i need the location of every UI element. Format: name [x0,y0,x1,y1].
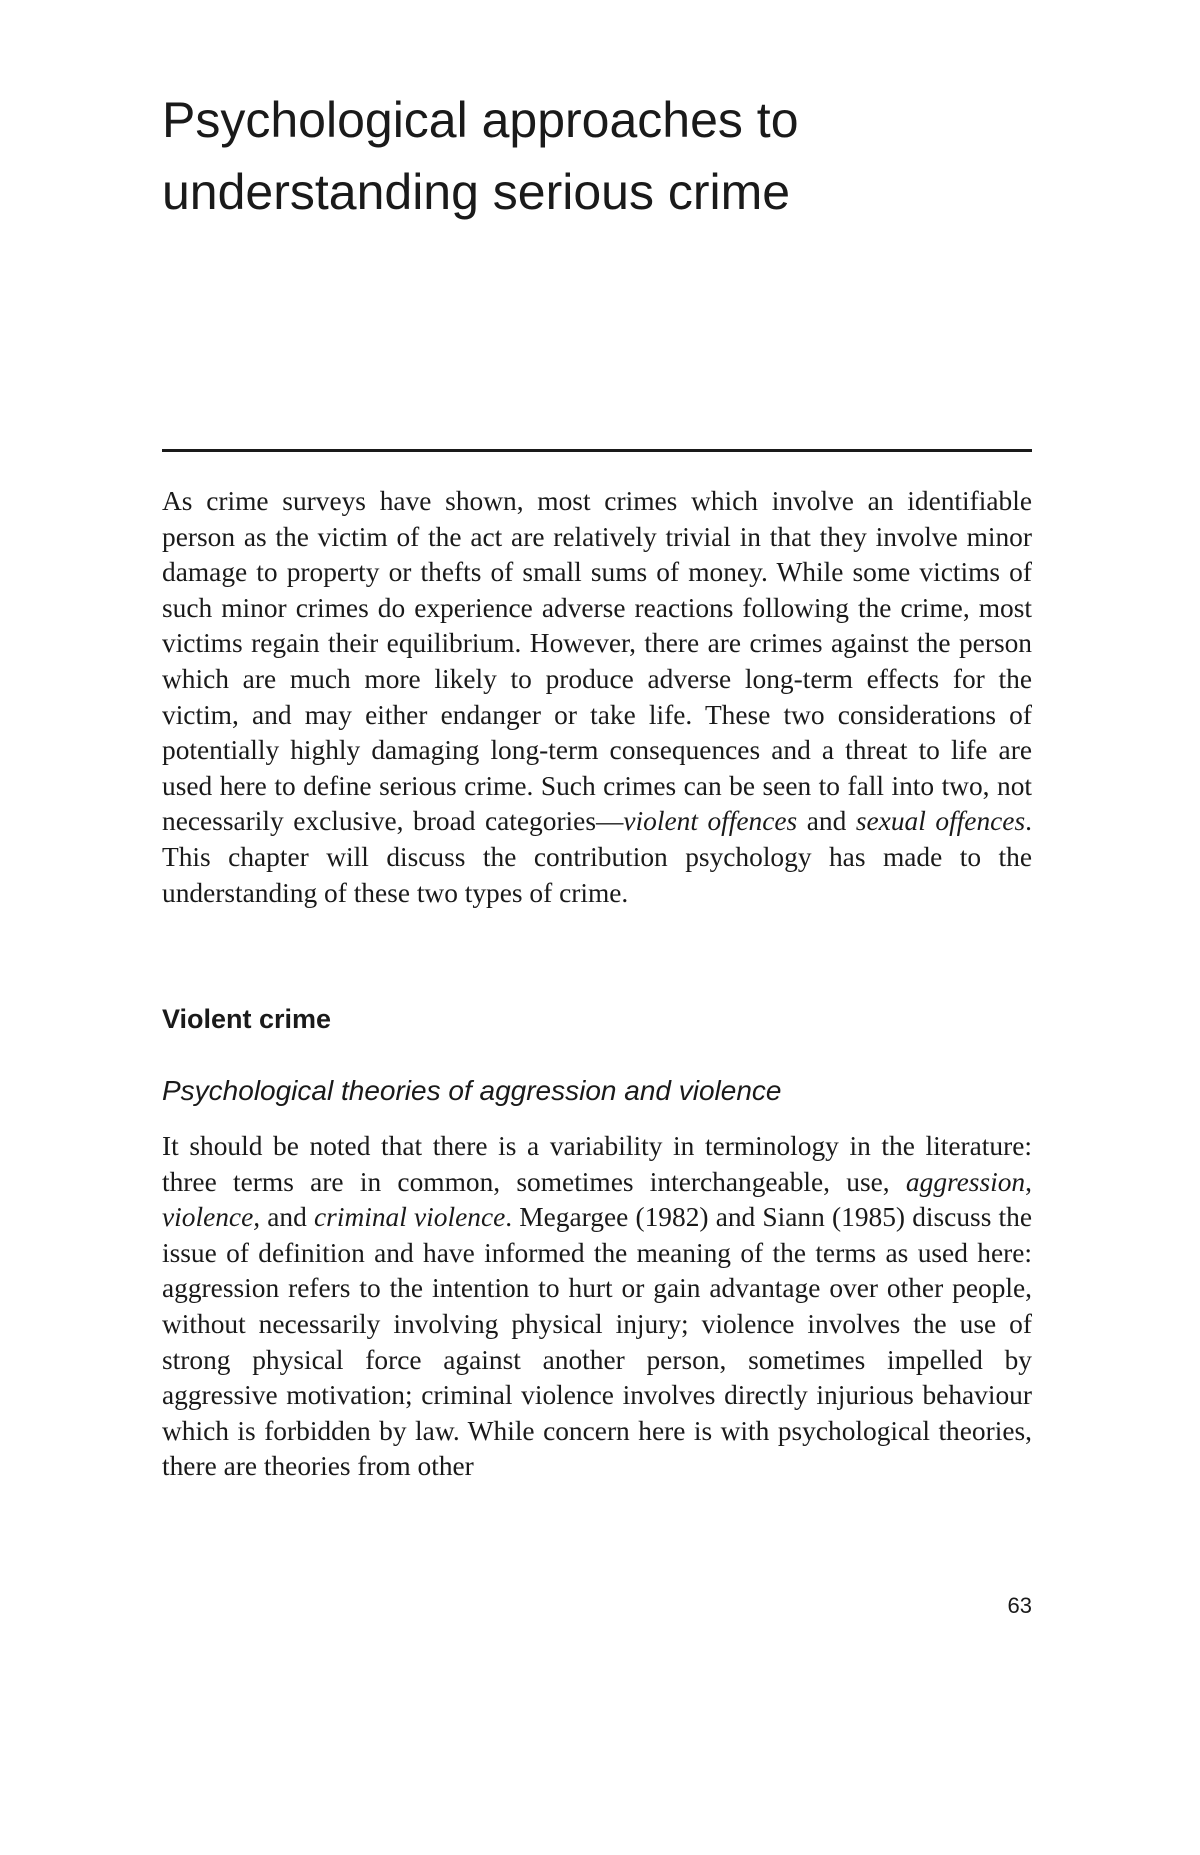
section-heading: Violent crime [162,1004,332,1034]
intro-text-2: and [797,806,856,837]
chapter-title: Psychological approaches to understanding serious crime [162,92,799,220]
terminology-paragraph [162,1129,1032,1485]
intro-text-3: . This chapter will discuss the contribution psychology has made to the understanding of these two types of crime. [162,806,1032,908]
para2-italic-violence: violence, [162,1202,261,1233]
intro-paragraph [162,484,1032,911]
title-divider [162,449,1032,452]
intro-italic-violent-offences: violent offences [623,806,798,837]
para2-italic-aggression: aggression [905,1166,1026,1197]
intro-text-1: As crime surveys have shown, most crimes which involve an identifiable person as the victim of the act are relatively trivial in that they involve minor damage to property or thefts of small sums of money. While some victims of such minor crimes do experience adverse reactions following the crime, most victims regain their equilibrium. However, there are crimes against the person which are much more likely to produce adverse long-term effects for the victim, and may either endanger or take life. These two considerations of potentially highly damaging long-term consequences and a threat to life are used here to define serious crime. Such crimes can be seen to fall into two, not necessarily exclusive, broad categories— [162,486,1032,837]
book-page [162,0,1032,1855]
para2-italic-criminal-violence: criminal violence [314,1202,506,1233]
para2-text-4: . Megargee (1982) and Siann (1985) discuss the issue of definition and have informed the meaning of the terms as used here: aggression refers to the intention to hurt or gain advantage over other people, without necessarily involving physical injury; violence involves the use of strong physical force against another person, sometimes impelled by aggressive motivation; criminal violence involves directly injurious behaviour which is forbidden by law. While concern here is with psychological theories, there are theories from other [162,1202,1032,1482]
subsection-heading: Psychological theories of aggression and violence [162,1075,782,1106]
para2-text-2: , [1025,1166,1032,1197]
para2-text-3: and [260,1202,315,1233]
intro-italic-sexual-offences: sexual offences [855,806,1026,837]
para2-text-1: It should be noted that there is a variability in terminology in the literature: three terms are in common, sometimes interchangeable, use, [162,1131,1032,1197]
page-number: 63 [1007,1593,1032,1618]
